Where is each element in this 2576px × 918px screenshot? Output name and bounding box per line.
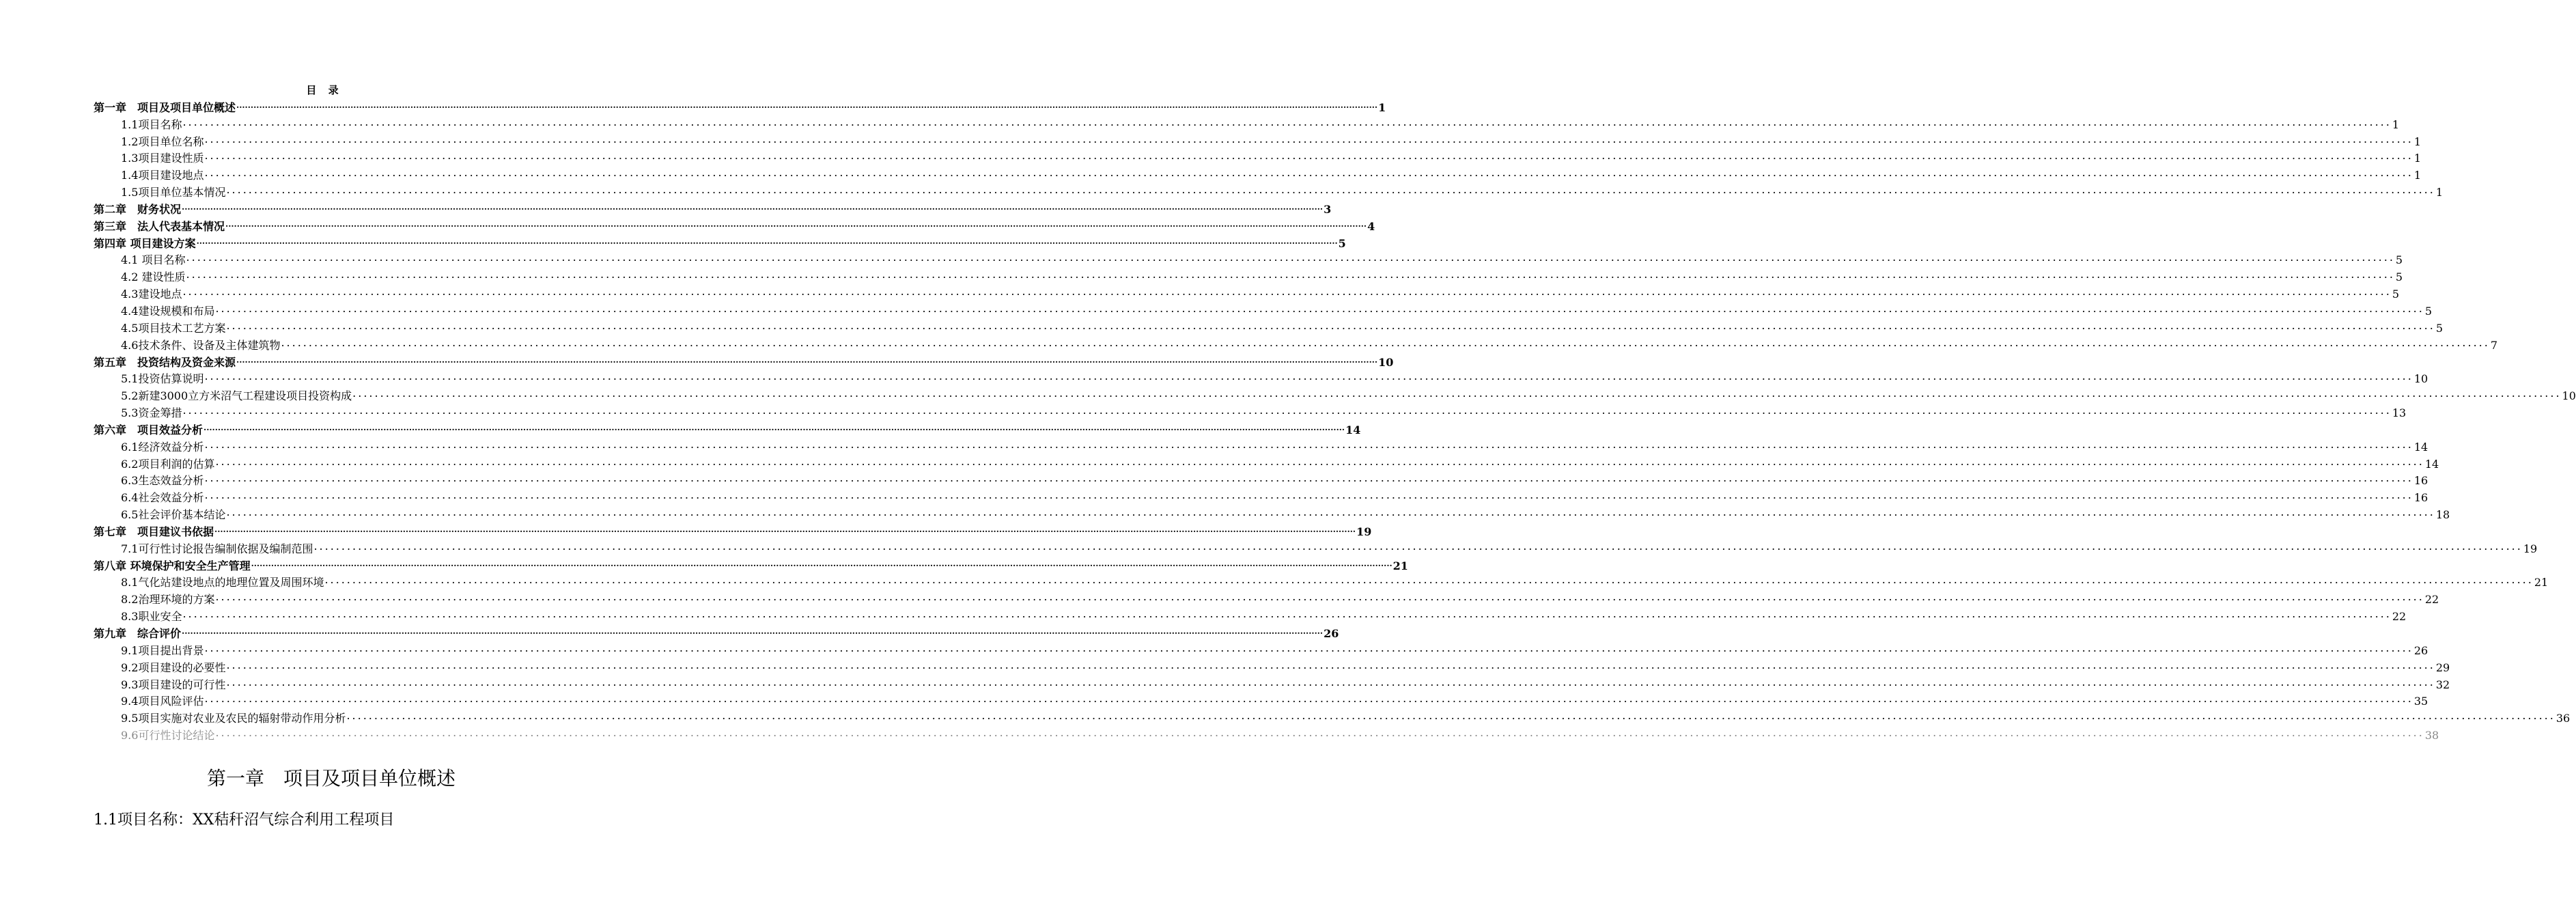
toc-entry-label: 9.6可行性讨论结论 <box>121 729 215 742</box>
toc-leader-dots: ................................................................................................................................................................................................................................................................................................................................................................................................................ <box>281 335 2490 349</box>
toc-section-entry[interactable] <box>94 335 2498 352</box>
toc-section-entry[interactable] <box>94 692 2428 709</box>
toc-entry-label: 第三章 法人代表基本情况 <box>94 219 225 233</box>
toc-leader-dots: ................................................................................................................................................................................................................................................................................................................................................................................................................ <box>186 251 2395 264</box>
toc-page-number: 22 <box>2392 610 2407 624</box>
toc-entry-label: 9.2项目建设的必要性 <box>121 660 226 674</box>
toc-entry-label: 第六章 项目效益分析 <box>94 423 204 436</box>
toc-page-number: 29 <box>2435 660 2450 674</box>
toc-entry-label: 1.4项目建设地点 <box>121 169 204 182</box>
toc-chapter-entry[interactable] <box>94 234 1346 251</box>
toc-entry-label: 4.2 建设性质 <box>121 270 186 284</box>
toc-entry-label: 6.4社会效益分析 <box>121 491 204 505</box>
toc-section-entry[interactable] <box>94 165 2422 182</box>
toc-page-number: 1 <box>2413 152 2422 165</box>
toc-section-entry[interactable] <box>94 182 2444 199</box>
toc-entry-label: 第五章 投资结构及资金来源 <box>94 355 236 369</box>
toc-entry-label: 第八章 环境保护和安全生产管理 <box>94 559 251 572</box>
toc-page-number: 5 <box>2435 321 2444 335</box>
toc-section-entry[interactable] <box>94 370 2428 387</box>
toc-section-entry[interactable] <box>94 573 2549 590</box>
toc-page-number: 26 <box>2413 643 2428 657</box>
toc-page-number: 10 <box>2413 372 2428 386</box>
toc-leader-dots: ................................................................................................................................................................................................................................................................................................................................................................................................................ <box>182 285 2392 298</box>
toc-chapter-entry[interactable] <box>94 522 1372 539</box>
toc-page-number: 32 <box>2435 678 2450 691</box>
toc-page-number: 10 <box>1378 355 1394 369</box>
toc-leader-dots: ................................................................................................................................................................................................................................................................................................................................................................................................................ <box>204 422 1345 432</box>
toc-title: 目 录 <box>306 84 343 96</box>
toc-entry-label: 第二章 财务状况 <box>94 202 182 216</box>
toc-entry-label: 7.1可行性讨论报告编制依据及编制范围 <box>121 542 313 555</box>
toc-entry-label: 9.3项目建设的可行性 <box>121 678 226 691</box>
toc-section-entry[interactable] <box>94 471 2428 488</box>
toc-page-number: 19 <box>1356 525 1372 538</box>
toc-leader-dots: ................................................................................................................................................................................................................................................................................................................................................................................................................ <box>226 658 2435 671</box>
toc-page-number: 5 <box>2424 304 2433 318</box>
toc-section-entry[interactable] <box>94 301 2433 318</box>
toc-leader-dots: ................................................................................................................................................................................................................................................................................................................................................................................................................ <box>204 166 2413 180</box>
toc-page-number: 5 <box>1338 236 1346 250</box>
toc-leader-dots: ................................................................................................................................................................................................................................................................................................................................................................................................................ <box>226 318 2435 332</box>
toc-page-number: 21 <box>2534 576 2549 589</box>
toc-leader-dots: ................................................................................................................................................................................................................................................................................................................................................................................................................ <box>204 471 2413 485</box>
toc-page-number: 1 <box>2413 135 2422 148</box>
toc-leader-dots: ................................................................................................................................................................................................................................................................................................................................................................................................................ <box>226 183 2435 197</box>
toc-page-number: 1 <box>2435 186 2444 199</box>
toc-chapter-entry[interactable] <box>94 420 1361 437</box>
toc-leader-dots: ................................................................................................................................................................................................................................................................................................................................................................................................................ <box>182 626 1324 636</box>
toc-page-number: 16 <box>2413 491 2428 505</box>
toc-entry-label: 第四章 项目建设方案 <box>94 236 196 250</box>
toc-page-number: 1 <box>2392 117 2400 131</box>
toc-section-entry[interactable] <box>94 454 2439 471</box>
toc-page-number: 19 <box>2523 542 2538 555</box>
toc-leader-dots: ................................................................................................................................................................................................................................................................................................................................................................................................................ <box>352 387 2562 400</box>
toc-entry-label: 4.5项目技术工艺方案 <box>121 321 226 335</box>
toc-page-number: 1 <box>2413 169 2422 182</box>
toc-page-number: 7 <box>2490 338 2498 352</box>
toc-entry-label: 1.1项目名称 <box>121 117 182 131</box>
toc-page-number: 14 <box>2413 440 2428 454</box>
toc-leader-dots: ................................................................................................................................................................................................................................................................................................................................................................................................................ <box>196 236 1338 246</box>
toc-entry-label: 4.3建设地点 <box>121 288 182 301</box>
toc-leader-dots: ................................................................................................................................................................................................................................................................................................................................................................................................................ <box>204 132 2413 145</box>
toc-section-entry[interactable] <box>94 641 2428 658</box>
toc-chapter-entry[interactable] <box>94 217 1375 234</box>
toc-entry-label: 1.3项目建设性质 <box>121 152 204 165</box>
toc-section-entry[interactable] <box>94 284 2400 301</box>
toc-page-number: 5 <box>2392 288 2400 301</box>
toc-entry-label: 8.2治理环境的方案 <box>121 593 215 607</box>
table-of-contents <box>94 98 2576 742</box>
toc-section-entry[interactable] <box>94 115 2400 132</box>
toc-page-number: 18 <box>2435 508 2450 522</box>
toc-leader-dots: ................................................................................................................................................................................................................................................................................................................................................................................................................ <box>215 590 2424 604</box>
toc-leader-dots: ................................................................................................................................................................................................................................................................................................................................................................................................................ <box>204 437 2413 451</box>
toc-page-number: 10 <box>2562 389 2576 403</box>
toc-leader-dots: ................................................................................................................................................................................................................................................................................................................................................................................................................ <box>214 524 1356 534</box>
toc-leader-dots: ................................................................................................................................................................................................................................................................................................................................................................................................................ <box>182 201 1324 212</box>
toc-leader-dots: ................................................................................................................................................................................................................................................................................................................................................................................................................ <box>204 488 2413 502</box>
section-heading: 1.1项目名称：XX秸秆沼气综合利用工程项目 <box>94 811 395 829</box>
toc-entry-label: 6.5社会评价基本结论 <box>121 508 226 522</box>
toc-entry-label: 第一章 项目及项目单位概述 <box>94 100 236 114</box>
toc-entry-label: 4.1 项目名称 <box>121 253 186 267</box>
toc-leader-dots: ................................................................................................................................................................................................................................................................................................................................................................................................................ <box>186 268 2395 281</box>
toc-section-entry[interactable] <box>94 488 2428 505</box>
toc-page-number: 36 <box>2556 712 2571 725</box>
toc-page-number: 5 <box>2395 253 2403 267</box>
toc-entry-label: 5.2新建3000立方米沼气工程建设项目投资构成 <box>121 389 352 403</box>
toc-page-number: 35 <box>2413 695 2428 708</box>
toc-section-entry[interactable] <box>94 675 2450 692</box>
toc-section-entry[interactable] <box>94 403 2407 420</box>
toc-entry-label: 5.3资金筹措 <box>121 406 182 420</box>
toc-leader-dots: ................................................................................................................................................................................................................................................................................................................................................................................................................ <box>182 404 2392 417</box>
toc-entry-label: 6.1经济效益分析 <box>121 440 204 454</box>
toc-entry-label: 9.1项目提出背景 <box>121 643 204 657</box>
toc-chapter-entry[interactable] <box>94 624 1339 641</box>
toc-page-number: 21 <box>1392 559 1408 572</box>
toc-section-entry[interactable] <box>94 318 2444 335</box>
toc-page-number: 13 <box>2392 406 2407 420</box>
toc-section-entry[interactable] <box>94 132 2422 149</box>
toc-leader-dots: ................................................................................................................................................................................................................................................................................................................................................................................................................ <box>324 573 2534 587</box>
toc-leader-dots: ................................................................................................................................................................................................................................................................................................................................................................................................................ <box>204 370 2413 383</box>
toc-entry-label: 8.1气化站建设地点的地理位置及周围环境 <box>121 576 324 589</box>
toc-entry-label: 6.2项目利润的估算 <box>121 457 215 471</box>
toc-entry-label: 6.3生态效益分析 <box>121 474 204 488</box>
toc-section-entry[interactable] <box>94 725 2439 742</box>
toc-leader-dots: ................................................................................................................................................................................................................................................................................................................................................................................................................ <box>346 709 2556 723</box>
toc-page-number: 14 <box>1345 423 1361 436</box>
toc-section-entry[interactable] <box>94 251 2403 268</box>
toc-section-entry[interactable] <box>94 386 2576 403</box>
toc-entry-label: 1.5项目单位基本情况 <box>121 186 226 199</box>
toc-page-number: 38 <box>2424 729 2439 742</box>
toc-leader-dots: ................................................................................................................................................................................................................................................................................................................................................................................................................ <box>204 692 2413 706</box>
toc-entry-label: 9.4项目风险评估 <box>121 695 204 708</box>
toc-leader-dots: ................................................................................................................................................................................................................................................................................................................................................................................................................ <box>182 115 2392 128</box>
toc-entry-label: 1.2项目单位名称 <box>121 135 204 148</box>
toc-page-number: 4 <box>1367 219 1375 233</box>
toc-leader-dots: ................................................................................................................................................................................................................................................................................................................................................................................................................ <box>226 505 2435 519</box>
toc-leader-dots: ................................................................................................................................................................................................................................................................................................................................................................................................................ <box>225 219 1367 229</box>
toc-leader-dots: ................................................................................................................................................................................................................................................................................................................................................................................................................ <box>236 354 1378 365</box>
toc-leader-dots: ................................................................................................................................................................................................................................................................................................................................................................................................................ <box>226 675 2435 688</box>
toc-section-entry[interactable] <box>94 658 2450 675</box>
toc-leader-dots: ................................................................................................................................................................................................................................................................................................................................................................................................................ <box>215 301 2424 315</box>
toc-page-number: 26 <box>1324 627 1339 640</box>
toc-leader-dots: ................................................................................................................................................................................................................................................................................................................................................................................................................ <box>204 149 2413 163</box>
toc-section-entry[interactable] <box>94 149 2422 166</box>
toc-entry-label: 9.5项目实施对农业及农民的辐射带动作用分析 <box>121 712 346 725</box>
toc-page-number: 22 <box>2424 593 2439 607</box>
toc-entry-label: 8.3职业安全 <box>121 610 182 624</box>
toc-leader-dots: ................................................................................................................................................................................................................................................................................................................................................................................................................ <box>215 454 2424 468</box>
toc-section-entry[interactable] <box>94 539 2538 556</box>
toc-chapter-entry[interactable] <box>94 98 1386 115</box>
toc-entry-label: 第九章 综合评价 <box>94 627 182 640</box>
toc-page-number: 16 <box>2413 474 2428 488</box>
toc-section-entry[interactable] <box>94 437 2428 454</box>
toc-entry-label: 4.4建设规模和布局 <box>121 304 215 318</box>
toc-page-number: 3 <box>1324 202 1332 216</box>
toc-leader-dots: ................................................................................................................................................................................................................................................................................................................................................................................................................ <box>182 607 2392 621</box>
toc-section-entry[interactable] <box>94 607 2407 624</box>
toc-page-number: 1 <box>1378 100 1386 114</box>
toc-entry-label: 4.6技术条件、设备及主体建筑物 <box>121 338 281 352</box>
toc-entry-label: 第七章 项目建议书依据 <box>94 525 214 538</box>
toc-leader-dots: ................................................................................................................................................................................................................................................................................................................................................................................................................ <box>313 539 2523 553</box>
toc-page-number: 5 <box>2395 270 2403 284</box>
toc-entry-label: 5.1投资估算说明 <box>121 372 204 386</box>
toc-leader-dots: ................................................................................................................................................................................................................................................................................................................................................................................................................ <box>251 558 1392 568</box>
toc-section-entry[interactable] <box>94 267 2403 284</box>
toc-chapter-entry[interactable] <box>94 199 1332 217</box>
toc-section-entry[interactable] <box>94 708 2571 725</box>
toc-leader-dots: ................................................................................................................................................................................................................................................................................................................................................................................................................ <box>215 726 2424 740</box>
toc-leader-dots: ................................................................................................................................................................................................................................................................................................................................................................................................................ <box>236 100 1378 110</box>
toc-leader-dots: ................................................................................................................................................................................................................................................................................................................................................................................................................ <box>204 641 2413 654</box>
toc-section-entry[interactable] <box>94 589 2439 607</box>
toc-section-entry[interactable] <box>94 505 2450 522</box>
toc-chapter-entry[interactable] <box>94 556 1408 573</box>
toc-page-number: 14 <box>2424 457 2439 471</box>
chapter-heading: 第一章 项目及项目单位概述 <box>206 767 456 790</box>
toc-chapter-entry[interactable] <box>94 352 1394 370</box>
